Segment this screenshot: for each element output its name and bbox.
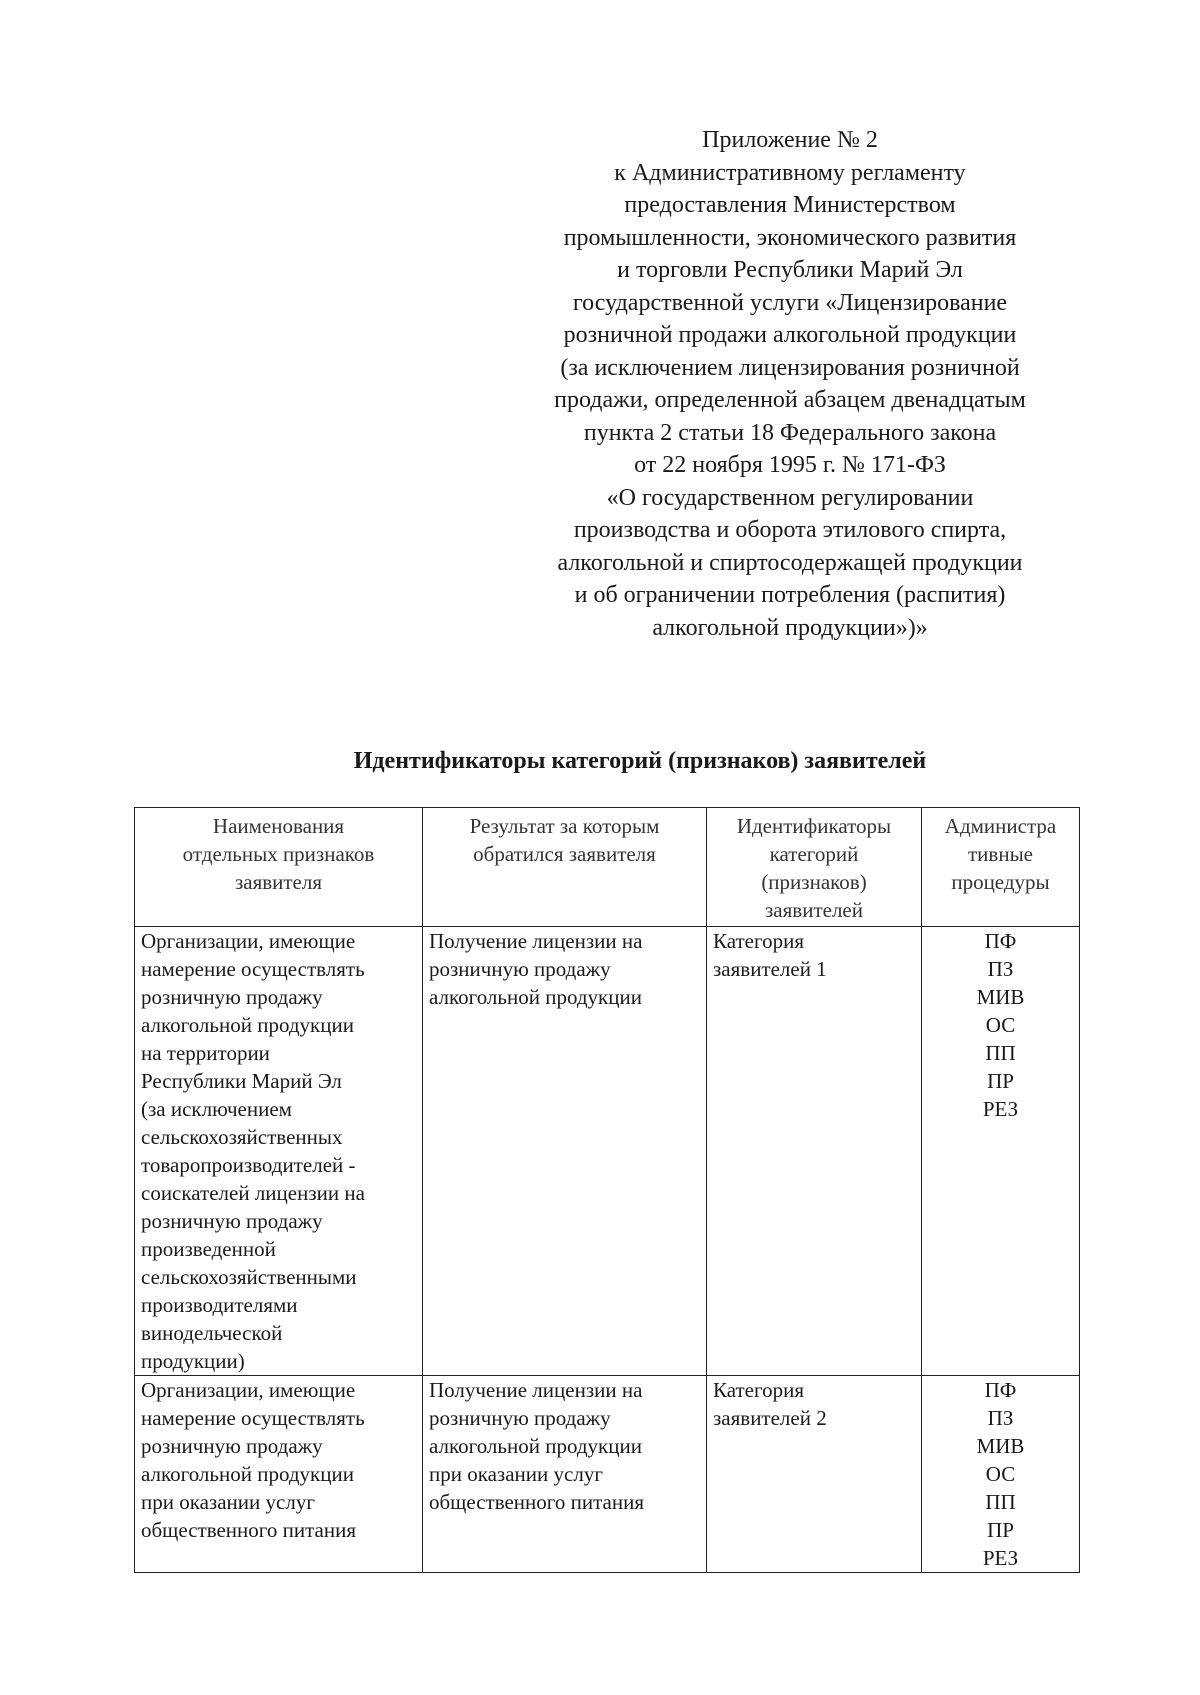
cell-line: товаропроизводителей - <box>141 1153 356 1177</box>
procedure-code: ПФ <box>984 929 1017 953</box>
cell-line: Получение лицензии на <box>429 1378 643 1402</box>
cell-line: винодельческой <box>141 1321 283 1345</box>
header-line: процедуры <box>951 870 1050 894</box>
applicant-cell <box>135 1376 423 1573</box>
cell-line: Республики Марий Эл <box>141 1069 342 1093</box>
cell-line: Организации, имеющие <box>141 929 356 953</box>
appendix-line: промышленности, экономического развития <box>563 224 1017 251</box>
appendix-line: Приложение № 2 <box>702 127 878 153</box>
appendix-note <box>505 124 1075 644</box>
cell-line: алкогольной продукции <box>141 1462 354 1486</box>
cell-line: алкогольной продукции <box>141 1013 354 1037</box>
appendix-line: алкогольной и спиртосодержащей продукции <box>557 549 1023 576</box>
cell-line: заявителей 1 <box>713 957 827 981</box>
procedure-code: ОС <box>985 1013 1016 1037</box>
cell-line: при оказании услуг <box>141 1490 315 1514</box>
table-header-row <box>135 808 1080 927</box>
cell-line: при оказании услуг <box>429 1462 603 1486</box>
applicant-cell <box>135 927 423 1376</box>
cell-line: соискателей лицензии на <box>141 1181 365 1205</box>
header-line: заявителя <box>234 870 323 894</box>
cell-line: Организации, имеющие <box>141 1378 356 1402</box>
procedure-code: РЕЗ <box>982 1546 1019 1570</box>
category-cell <box>707 927 922 1376</box>
procedure-code: РЕЗ <box>982 1097 1019 1121</box>
procedure-code: ПЗ <box>987 1406 1014 1430</box>
procedure-code: ПЗ <box>987 957 1014 981</box>
cell-line: розничную продажу <box>429 1406 611 1430</box>
procedure-code: ПР <box>987 1518 1014 1542</box>
header-line: Идентификаторы <box>736 814 892 838</box>
cell-line: намерение осуществлять <box>141 957 365 981</box>
procedure-code: ПП <box>985 1041 1016 1065</box>
cell-line: на территории <box>141 1041 270 1065</box>
cell-line: общественного питания <box>429 1490 644 1514</box>
cell-line: розничную продажу <box>141 985 323 1009</box>
cell-line: розничную продажу <box>429 957 611 981</box>
cell-line: розничную продажу <box>141 1434 323 1458</box>
table-row <box>135 927 1080 1376</box>
header-procedures <box>922 808 1080 927</box>
cell-line: (за исключением <box>141 1097 292 1121</box>
cell-line: Категория <box>713 929 804 953</box>
header-line: обратился заявителя <box>473 842 656 866</box>
result-cell <box>423 927 707 1376</box>
header-line: (признаков) <box>761 870 867 894</box>
appendix-line: алкогольной продукции»)» <box>652 614 928 641</box>
cell-line: общественного питания <box>141 1518 356 1542</box>
header-applicant-features <box>135 808 423 927</box>
procedure-code: ПР <box>987 1069 1014 1093</box>
cell-line: намерение осуществлять <box>141 1406 365 1430</box>
table-row <box>135 1376 1080 1573</box>
appendix-line: от 22 ноября 1995 г. № 171-ФЗ <box>634 452 946 478</box>
appendix-line: к Административному регламенту <box>614 159 966 186</box>
header-line: категорий <box>769 842 859 866</box>
cell-line: Категория <box>713 1378 804 1402</box>
cell-line: сельскохозяйственными <box>141 1265 357 1289</box>
procedures-cell <box>922 927 1080 1376</box>
appendix-line: (за исключением лицензирования розничной <box>560 354 1020 381</box>
procedure-code: ПФ <box>984 1378 1017 1402</box>
appendix-line: продажи, определенной абзацем двенадцатым <box>554 387 1026 413</box>
appendix-line: государственной услуги «Лицензирование <box>572 289 1008 316</box>
header-line: Наименования <box>212 814 345 838</box>
appendix-line: «О государственном регулировании <box>606 484 974 511</box>
header-line: тивные <box>968 842 1033 866</box>
cell-line: алкогольной продукции <box>429 1434 642 1458</box>
cell-line: розничную продажу <box>141 1209 323 1233</box>
procedure-code: ОС <box>985 1462 1016 1486</box>
appendix-line: розничной продажи алкогольной продукции <box>563 322 1017 348</box>
category-cell <box>707 1376 922 1573</box>
appendix-line: производства и оборота этилового спирта, <box>573 517 1007 543</box>
procedure-code: МИВ <box>976 1434 1025 1458</box>
cell-line: алкогольной продукции <box>429 985 642 1009</box>
header-line: заявителей <box>765 898 863 922</box>
document-title: Идентификаторы категорий (признаков) заявителей <box>353 748 927 774</box>
cell-line: производителями <box>141 1293 298 1317</box>
procedures-cell <box>922 1376 1080 1573</box>
procedure-code: МИВ <box>976 985 1025 1009</box>
applicant-categories-table <box>134 807 1080 1573</box>
cell-line: сельскохозяйственных <box>141 1125 343 1149</box>
result-cell <box>423 1376 707 1573</box>
cell-line: продукции) <box>141 1349 245 1373</box>
header-line: Результат за которым <box>469 814 660 838</box>
header-line: Администра <box>944 814 1057 838</box>
procedure-code: ПП <box>985 1490 1016 1514</box>
cell-line: заявителей 2 <box>713 1406 827 1430</box>
appendix-line: пункта 2 статьи 18 Федерального закона <box>583 419 997 446</box>
appendix-line: предоставления Министерством <box>624 192 956 218</box>
cell-line: произведенной <box>141 1237 276 1261</box>
header-line: отдельных признаков <box>182 842 375 866</box>
header-category-identifiers <box>707 808 922 927</box>
header-result <box>423 808 707 927</box>
appendix-line: и об ограничении потребления (распития) <box>574 582 1006 608</box>
cell-line: Получение лицензии на <box>429 929 643 953</box>
appendix-line: и торговли Республики Марий Эл <box>617 257 963 283</box>
